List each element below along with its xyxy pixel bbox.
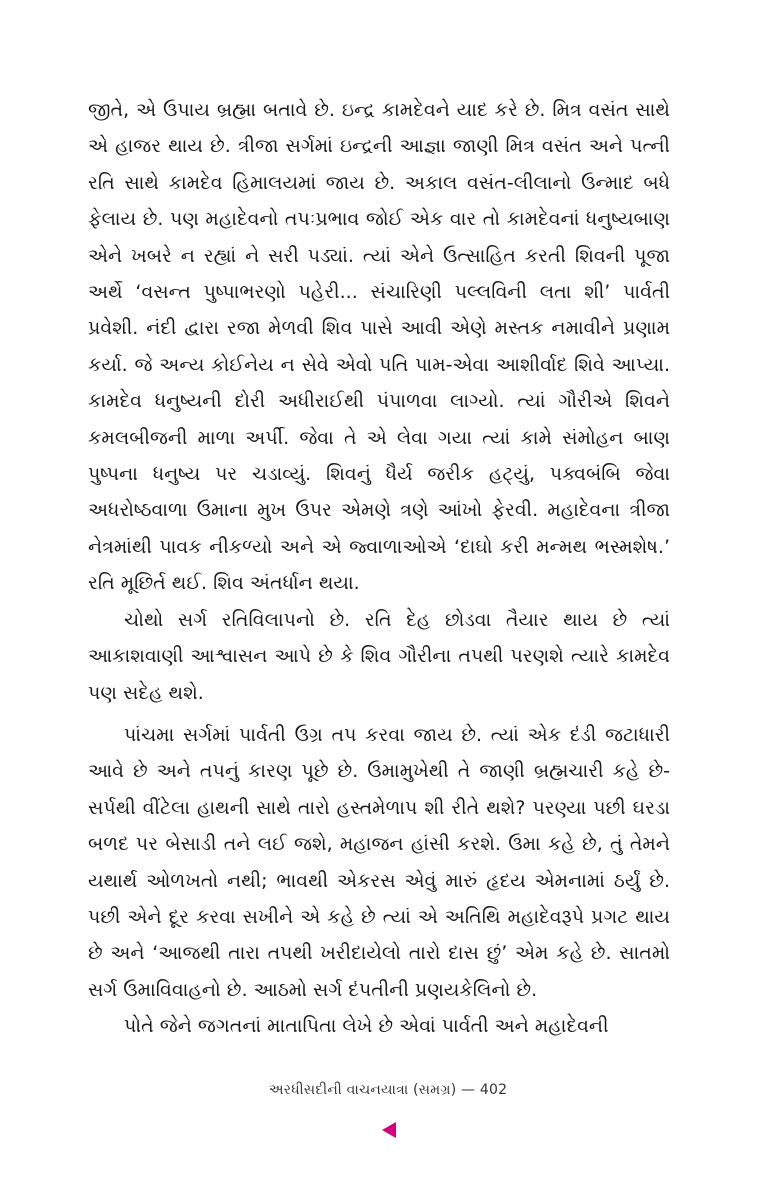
paragraph-2: ચોથો સર્ગ રતિવિલાપનો છે. રતિ દેહ છોડવા તૈયાર થાય છે ત્યાં આકાશવાણી આશ્વાસન આપે છે કે શિવ ગૌરીના તપથી પરણશે ત્યારે કામદેવ પણ સદેહ થશે. [88,608,670,704]
paragraph-4: પોતે જેને જગતનાં માતાપિતા લેખે છે એવાં પાર્વતી અને મહાદેવની [124,1015,609,1038]
page-footer: અરધીસદીની વાચનયાત્રા (સમગ્ર) — 402 [268,1082,508,1098]
previous-page-arrow-icon[interactable] [382,1122,396,1138]
paragraph-1: જીતે, એ ઉપાય બ્રહ્મા બતાવે છે. ઇન્દ્ર કામદેવને યાદ કરે છે. મિત્ર વસંત સાથે એ હાજર થાય છે. ત્રીજા સર્ગમાં ઇન્દ્રની આજ્ઞા જાણી મિત્ર વસંત અને પત્ની રતિ સાથે કામદેવ હિમાલયમાં જાય છે. અકાલ વસંત-લીલાનો ઉન્માદ બધે ફેલાય છે. પણ મહાદેવનો તપઃપ્રભાવ જોઈ એક વાર તો કામદેવનાં ધનુષ્યબાણ એને ખબરે ન રહ્યાં ને સરી પડ્યાં. ત્યાં એને ઉત્સાહિત કરતી શિવની પૂજા અર્થે ‘વસન્ત પુષ્પાભરણો પહેરી... સંચારિણી પલ્લવિની લતા શી’ પાર્વતી પ્રવેશી. નંદી દ્વારા રજા મેળવી શિવ પાસે આવી એણે મસ્તક નમાવીને પ્રણામ કર્યા. જે અન્ય કોઈનેય ન સેવે એવો પતિ પામ-એવા આશીર્વાદ શિવે આપ્યા. કામદેવ ધનુષ્યની દોરી અધીરાઈથી પંપાળવા લાગ્યો. ત્યાં ગૌરીએ શિવને કમલબીજની માળા અર્પી. જેવા તે એ લેવા ગયા ત્યાં કામે સંમોહન બાણ પુષ્પના ધનુષ્ય પર ચડાવ્યું. શિવનું ધૈર્ય જરીક હટ્યું, પક્વબંબિ જેવા અધરોષ્ઠવાળા ઉમાના મુખ ઉપર એમણે ત્રણે આંખો ફેરવી. મહાદેવના ત્રીજા નેત્રમાંથી પાવક નીકળ્યો અને એ જ્વાળાઓએ ‘દાઘો કરી મન્મથ ભસ્મશેષ.’ રતિ મૂછિર્ત થઈ. શિવ અંતર્ધાન થયા. [88,99,670,595]
page-body [88,92,670,1045]
paragraph-3: પાંચમા સર્ગમાં પાર્વતી ઉગ્ર તપ કરવા જાય છે. ત્યાં એક દંડી જટાધારી આવે છે અને તપનું કારણ પૂછે છે. ઉમામુખેથી તે જાણી બ્રહ્મચારી કહે છે-સર્પથી વીંટેલા હાથની સાથે તારો હસ્તમેળાપ શી રીતે થશે? પરણ્યા પછી ઘરડા બળદ પર બેસાડી તને લઈ જશે, મહાજન હાંસી કરશે. ઉમા કહે છે, તું તેમને યથાર્થ ઓળખતો નથી; ભાવથી એકરસ એવું મારું હૃદય એમનામાં ઠર્યું છે. પછી એને દૂર કરવા સખીને એ કહે છે ત્યાં એ અતિથિ મહાદેવરૂપે પ્રગટ થાય છે અને ‘આજથી તારા તપથી ખરીદાયેલો તારો દાસ છું’ એમ કહે છે. સાતમો સર્ગ ઉમાવિવાહનો છે. આઠમો સર્ગ દંપતીની પ્રણયકેલિનો છે. [88,723,670,1001]
